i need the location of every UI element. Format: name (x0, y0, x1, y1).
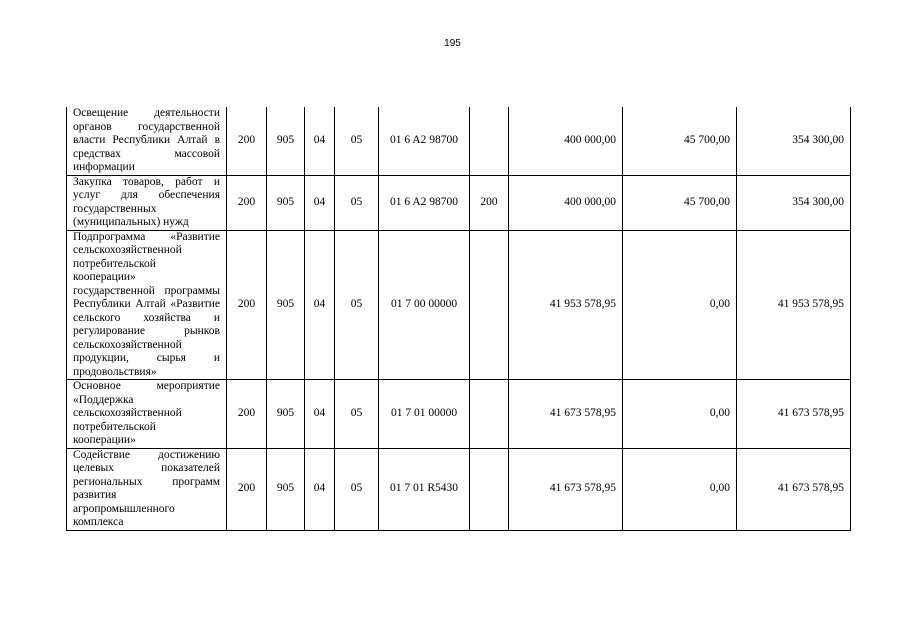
row-department-code: 905 (267, 230, 305, 380)
row-ministry-code: 200 (227, 380, 267, 449)
row-expense-type (470, 107, 509, 175)
table-row (67, 380, 851, 449)
table-row (67, 230, 851, 380)
row-name: Подпрограмма «Развитие сельскохозяйственной потребительской кооперации» государственной программы Республики Алтай «Развитие сельского хозяйства и регулирование рынков сельскохозяйственной продукции, сырья и продовольствия» (67, 230, 227, 380)
table-row (67, 107, 851, 175)
row-subsection-code: 05 (335, 230, 379, 380)
row-sum-approved: 400 000,00 (509, 175, 623, 230)
row-department-code: 905 (267, 380, 305, 449)
row-sum-change: 0,00 (623, 448, 737, 530)
row-sum-approved: 41 673 578,95 (509, 380, 623, 449)
row-target-article: 01 7 00 00000 (379, 230, 470, 380)
page-number: 195 (444, 38, 461, 49)
row-ministry-code: 200 (227, 107, 267, 175)
row-sum-change: 45 700,00 (623, 175, 737, 230)
budget-table (66, 107, 851, 531)
row-department-code: 905 (267, 107, 305, 175)
table-row (67, 175, 851, 230)
row-name: Содействие достижению целевых показателей региональных программ развития агропромышленного комплекса (67, 448, 227, 530)
row-section-code: 04 (305, 107, 335, 175)
row-name: Освещение деятельности органов государственной власти Республики Алтай в средствах массовой информации (67, 107, 227, 175)
row-ministry-code: 200 (227, 230, 267, 380)
row-expense-type (470, 380, 509, 449)
row-sum-total: 354 300,00 (737, 107, 851, 175)
row-target-article: 01 6 A2 98700 (379, 175, 470, 230)
row-target-article: 01 6 A2 98700 (379, 107, 470, 175)
row-sum-approved: 41 673 578,95 (509, 448, 623, 530)
table-row (67, 448, 851, 530)
row-department-code: 905 (267, 175, 305, 230)
row-section-code: 04 (305, 175, 335, 230)
row-department-code: 905 (267, 448, 305, 530)
row-expense-type (470, 230, 509, 380)
row-name: Закупка товаров, работ и услуг для обеспечения государственных (муниципальных) нужд (67, 175, 227, 230)
row-ministry-code: 200 (227, 175, 267, 230)
row-expense-type (470, 448, 509, 530)
row-expense-type: 200 (470, 175, 509, 230)
row-section-code: 04 (305, 380, 335, 449)
row-sum-approved: 41 953 578,95 (509, 230, 623, 380)
row-target-article: 01 7 01 00000 (379, 380, 470, 449)
row-sum-total: 354 300,00 (737, 175, 851, 230)
row-target-article: 01 7 01 R5430 (379, 448, 470, 530)
row-sum-total: 41 953 578,95 (737, 230, 851, 380)
row-sum-total: 41 673 578,95 (737, 448, 851, 530)
row-sum-change: 0,00 (623, 380, 737, 449)
row-subsection-code: 05 (335, 380, 379, 449)
row-section-code: 04 (305, 230, 335, 380)
row-subsection-code: 05 (335, 107, 379, 175)
row-name: Основное мероприятие «Поддержка сельскохозяйственной потребительской кооперации» (67, 380, 227, 449)
row-subsection-code: 05 (335, 175, 379, 230)
row-sum-change: 0,00 (623, 230, 737, 380)
row-section-code: 04 (305, 448, 335, 530)
row-ministry-code: 200 (227, 448, 267, 530)
row-sum-change: 45 700,00 (623, 107, 737, 175)
row-subsection-code: 05 (335, 448, 379, 530)
row-sum-total: 41 673 578,95 (737, 380, 851, 449)
row-sum-approved: 400 000,00 (509, 107, 623, 175)
